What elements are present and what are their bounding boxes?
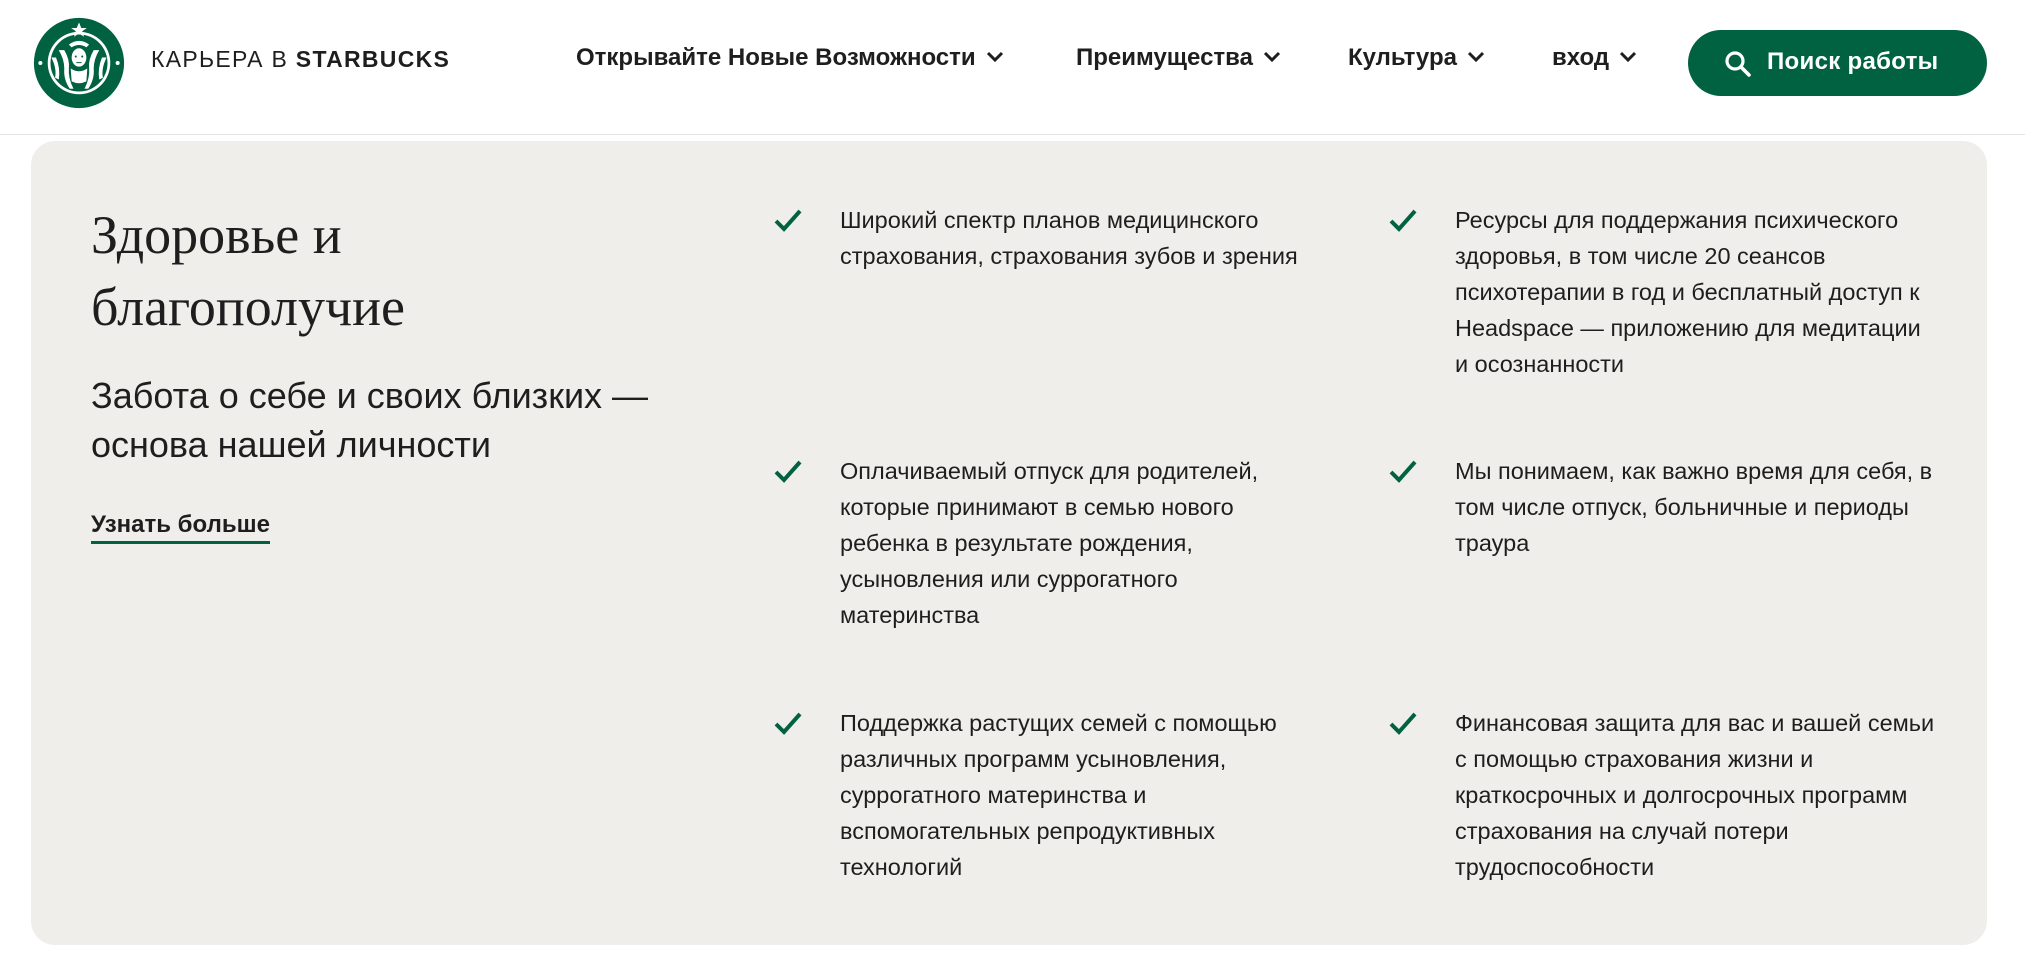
brand-title[interactable] [151,46,450,73]
nav-item-benefits[interactable] [1076,44,1281,72]
nav-item-label: Открывайте Новые Возможности [576,44,976,71]
benefit-text: Ресурсы для поддержания психического здоровья, в том числе 20 сеансов психотерапии в год и бесплатный доступ к Headspace — приложению для медитации и осознанности [1455,207,1921,377]
nav-item-opportunities[interactable] [576,44,1004,72]
checkmark-icon [773,709,803,739]
section-subtitle: Забота о себе и своих близких — основа нашей личности [91,375,649,465]
health-wellbeing-card [31,141,1987,945]
chevron-down-icon [1619,51,1637,63]
benefit-text: Широкий спектр планов медицинского страхования, страхования зубов и зрения [840,207,1298,269]
chevron-down-icon [1467,51,1485,63]
brand-prefix: КАРЬЕРА В [151,46,289,72]
nav-item-label: Культура [1348,44,1457,71]
checkmark-icon [1388,206,1418,236]
benefit-text: Поддержка растущих семей с помощью различных программ усыновления, суррогатного материнства и вспомогательных репродуктивных технологий [840,710,1277,880]
nav-item-label: Преимущества [1076,44,1253,71]
search-jobs-button[interactable] [1688,30,1987,96]
chevron-down-icon [1263,51,1281,63]
learn-more-link[interactable]: Узнать больше [91,511,270,544]
nav-item-label: вход [1552,44,1610,71]
checkmark-icon [1388,457,1418,487]
checkmark-icon [1388,709,1418,739]
checkmark-icon [773,457,803,487]
brand-name: STARBUCKS [295,46,451,72]
benefit-text: Мы понимаем, как важно время для себя, в том числе отпуск, больничные и периоды траура [1455,458,1933,556]
search-button-label: Поиск работы [1767,48,1939,75]
section-title: Здоровье и благополучие [91,205,406,337]
checkmark-icon [773,206,803,236]
nav-item-culture[interactable] [1348,44,1485,72]
chevron-down-icon [986,51,1004,63]
search-icon [1724,50,1752,78]
site-header [0,0,2025,135]
nav-item-login[interactable] [1552,44,1637,72]
benefit-text: Оплачиваемый отпуск для родителей, которые принимают в семью нового ребенка в результате рождения, усыновления или суррогатного материнства [840,458,1259,628]
starbucks-logo[interactable] [33,17,125,109]
benefit-text: Финансовая защита для вас и вашей семьи с помощью страхования жизни и краткосрочных и долгосрочных программ страхования на случай потери трудоспособности [1455,710,1935,880]
